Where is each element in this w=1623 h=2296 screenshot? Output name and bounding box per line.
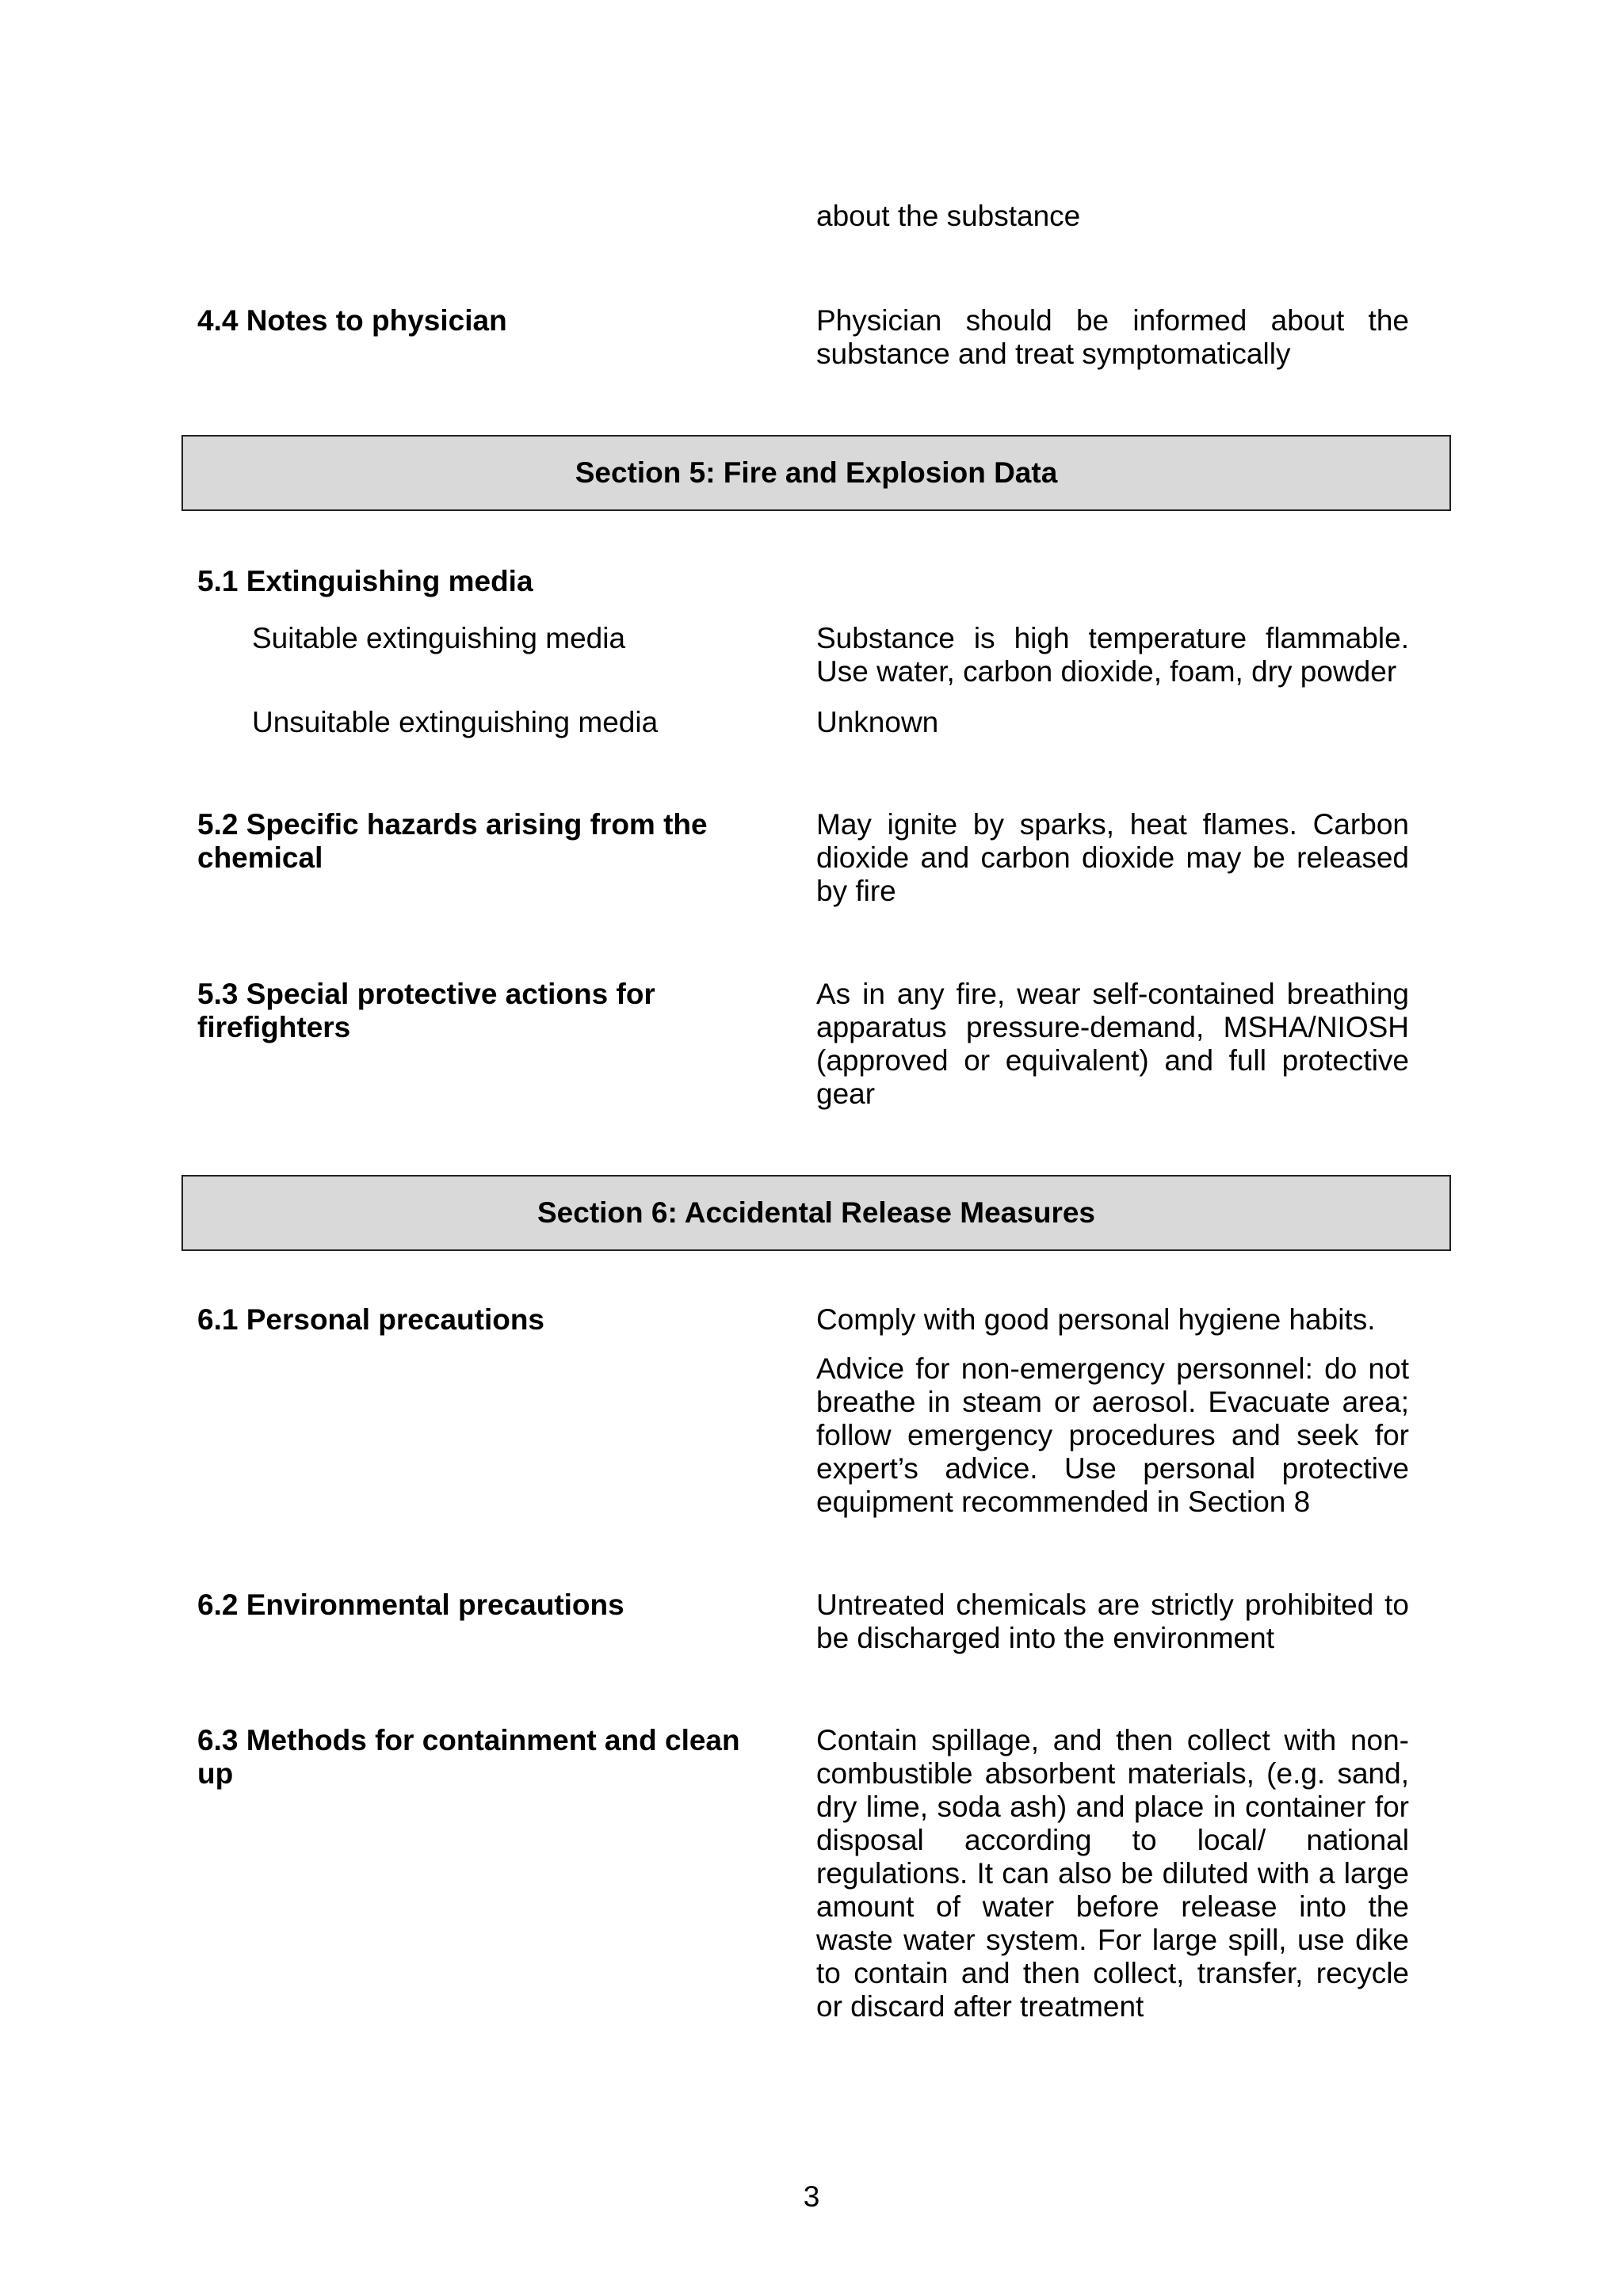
paragraph: Comply with good personal hygiene habits. (816, 1303, 1376, 1336)
heading-5-2: 5.2 Specific hazards arising from the chemical (197, 808, 708, 874)
heading-6-3: 6.3 Methods for containment and clean up (197, 1724, 740, 1790)
continuation-text: about the substance (816, 200, 1081, 232)
text-suitable-media: Substance is high temperature flammable. Use water, carbon dioxide, foam, dry powder (816, 622, 1409, 688)
heading-5-3: 5.3 Special protective actions for firefighters (197, 978, 655, 1043)
section-6-header (181, 1175, 1451, 1251)
text-4-4: Physician should be informed about the substance and treat symptomatically (816, 304, 1409, 370)
text-6-3: Contain spillage, and then collect with non-combustible absorbent materials, (e.g. sand, dry lime, soda ash) and place in container for disposal according to local/ national regulations. It can also be diluted with a large amount of water before release into the waste water system. For large spill, use dike to contain and then collect, transfer, recycle or discard after treatment (816, 1724, 1409, 2023)
page-number: 3 (803, 2180, 820, 2213)
heading-6-1: 6.1 Personal precautions (197, 1303, 545, 1336)
text-5-3: As in any fire, wear self-contained breathing apparatus pressure-demand, MSHA/NIOSH (approved or equivalent) and full protective gear (816, 978, 1409, 1110)
heading-4-4: 4.4 Notes to physician (197, 304, 507, 337)
section-5-title: Section 5: Fire and Explosion Data (575, 456, 1058, 489)
section-6-title: Section 6: Accidental Release Measures (537, 1196, 1095, 1229)
text-5-2: May ignite by sparks, heat flames. Carbon dioxide and carbon dioxide may be released by fire (816, 808, 1409, 907)
paragraph: Advice for non-emergency personnel: do not breathe in steam or aerosol. Evacuate area; follow emergency procedures and seek for expert’s advice. Use personal protective equipment recommended in Section 8 (816, 1352, 1409, 1518)
label-unsuitable-media: Unsuitable extinguishing media (252, 706, 659, 738)
text-6-1 (816, 1303, 1409, 1519)
heading-6-2: 6.2 Environmental precautions (197, 1589, 624, 1621)
label-suitable-media: Suitable extinguishing media (252, 622, 626, 654)
text-unsuitable-media: Unknown (816, 706, 939, 738)
section-5-header (181, 435, 1451, 511)
text-6-2: Untreated chemicals are strictly prohibited to be discharged into the environment (816, 1589, 1409, 1654)
heading-5-1: 5.1 Extinguishing media (197, 565, 533, 597)
